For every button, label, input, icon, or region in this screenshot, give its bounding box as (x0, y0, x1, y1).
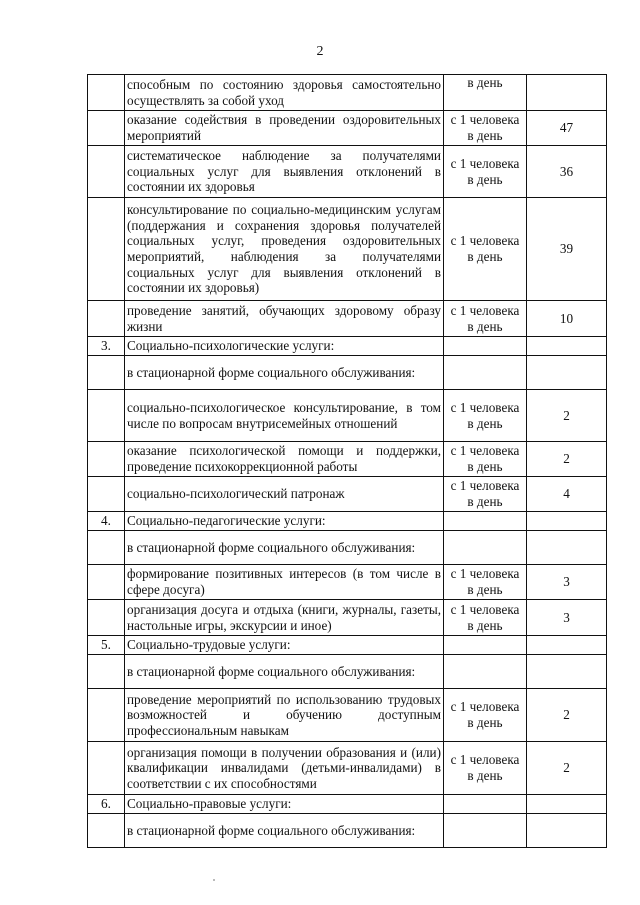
service-description: организация досуга и отдыха (книги, журналы, газеты, настольные игры, экскурсии и иное) (125, 600, 444, 636)
service-unit: с 1 человека в день (444, 390, 527, 442)
section-number: 5. (88, 636, 125, 655)
service-description: способным по состоянию здоровья самостоятельно осуществлять за собой уход (125, 75, 444, 111)
section-number: 6. (88, 795, 125, 814)
section-row (88, 795, 607, 814)
table-row (88, 689, 607, 742)
service-value (527, 655, 607, 689)
service-description: систематическое наблюдение за получателями социальных услуг для выявления отклонений в состоянии их здоровья (125, 146, 444, 198)
service-description: формирование позитивных интересов (в том числе в сфере досуга) (125, 565, 444, 600)
table-row (88, 477, 607, 512)
service-unit: в день (444, 75, 527, 111)
service-unit (444, 356, 527, 390)
row-number (88, 655, 125, 689)
subsection-row (88, 814, 607, 848)
scan-speck (213, 879, 215, 881)
row-number (88, 742, 125, 795)
table-row (88, 111, 607, 146)
service-value: 2 (527, 742, 607, 795)
service-unit (444, 814, 527, 848)
service-description: проведение занятий, обучающих здоровому образу жизни (125, 301, 444, 337)
service-value: 3 (527, 565, 607, 600)
section-row (88, 636, 607, 655)
service-value (527, 337, 607, 356)
subsection-title: в стационарной форме социального обслуживания: (125, 531, 444, 565)
service-unit: с 1 человека в день (444, 689, 527, 742)
subsection-row (88, 356, 607, 390)
row-number (88, 356, 125, 390)
row-number (88, 531, 125, 565)
subsection-title: в стационарной форме социального обслуживания: (125, 356, 444, 390)
service-unit (444, 512, 527, 531)
section-number: 3. (88, 337, 125, 356)
row-number (88, 198, 125, 301)
table-row (88, 301, 607, 337)
service-value (527, 356, 607, 390)
row-number (88, 146, 125, 198)
service-description: оказание психологической помощи и поддержки, проведение психокоррекционной работы (125, 442, 444, 477)
subsection-row (88, 531, 607, 565)
service-unit: с 1 человека в день (444, 146, 527, 198)
service-unit: с 1 человека в день (444, 600, 527, 636)
service-description: социально-психологический патронаж (125, 477, 444, 512)
table-row (88, 198, 607, 301)
service-value (527, 795, 607, 814)
table-row (88, 390, 607, 442)
service-value (527, 512, 607, 531)
subsection-row (88, 655, 607, 689)
service-value (527, 75, 607, 111)
service-description: организация помощи в получении образования и (или) квалификации инвалидами (детьми-инвалидами) в соответствии с их способностями (125, 742, 444, 795)
row-number (88, 442, 125, 477)
section-title: Социально-правовые услуги: (125, 795, 444, 814)
table-row (88, 442, 607, 477)
row-number (88, 390, 125, 442)
service-unit (444, 531, 527, 565)
row-number (88, 301, 125, 337)
subsection-title: в стационарной форме социального обслуживания: (125, 814, 444, 848)
service-unit (444, 636, 527, 655)
section-row (88, 337, 607, 356)
service-unit (444, 795, 527, 814)
services-table (87, 74, 607, 848)
service-unit: с 1 человека в день (444, 477, 527, 512)
row-number (88, 111, 125, 146)
section-number: 4. (88, 512, 125, 531)
service-unit: с 1 человека в день (444, 565, 527, 600)
service-value: 3 (527, 600, 607, 636)
service-unit (444, 337, 527, 356)
service-unit (444, 655, 527, 689)
service-description: проведение мероприятий по использованию трудовых возможностей и обучению доступным профессиональным навыкам (125, 689, 444, 742)
service-unit: с 1 человека в день (444, 111, 527, 146)
row-number (88, 477, 125, 512)
service-unit: с 1 человека в день (444, 198, 527, 301)
row-number (88, 75, 125, 111)
row-number (88, 565, 125, 600)
section-title: Социально-психологические услуги: (125, 337, 444, 356)
service-value (527, 814, 607, 848)
service-unit: с 1 человека в день (444, 742, 527, 795)
service-description: оказание содействия в проведении оздоровительных мероприятий (125, 111, 444, 146)
service-value: 2 (527, 689, 607, 742)
table-row (88, 75, 607, 111)
table-row (88, 146, 607, 198)
table-row (88, 742, 607, 795)
row-number (88, 600, 125, 636)
service-unit: с 1 человека в день (444, 442, 527, 477)
service-description: социально-психологическое консультирование, в том числе по вопросам внутрисемейных отношений (125, 390, 444, 442)
service-unit: с 1 человека в день (444, 301, 527, 337)
service-value (527, 636, 607, 655)
service-value: 2 (527, 390, 607, 442)
subsection-title: в стационарной форме социального обслуживания: (125, 655, 444, 689)
table-row (88, 600, 607, 636)
service-description: консультирование по социально-медицинским услугам (поддержания и сохранения здоровья получателей социальных услуг, проведения оздоровительных мероприятий, наблюдения за получателями социальных услуг для выявления отклонений в состоянии их здоровья) (125, 198, 444, 301)
table-row (88, 565, 607, 600)
section-row (88, 512, 607, 531)
section-title: Социально-трудовые услуги: (125, 636, 444, 655)
section-title: Социально-педагогические услуги: (125, 512, 444, 531)
service-value: 10 (527, 301, 607, 337)
page-number: 2 (316, 44, 324, 59)
service-value: 47 (527, 111, 607, 146)
service-value: 36 (527, 146, 607, 198)
row-number (88, 689, 125, 742)
service-value: 2 (527, 442, 607, 477)
service-value (527, 531, 607, 565)
service-value: 39 (527, 198, 607, 301)
row-number (88, 814, 125, 848)
service-value: 4 (527, 477, 607, 512)
